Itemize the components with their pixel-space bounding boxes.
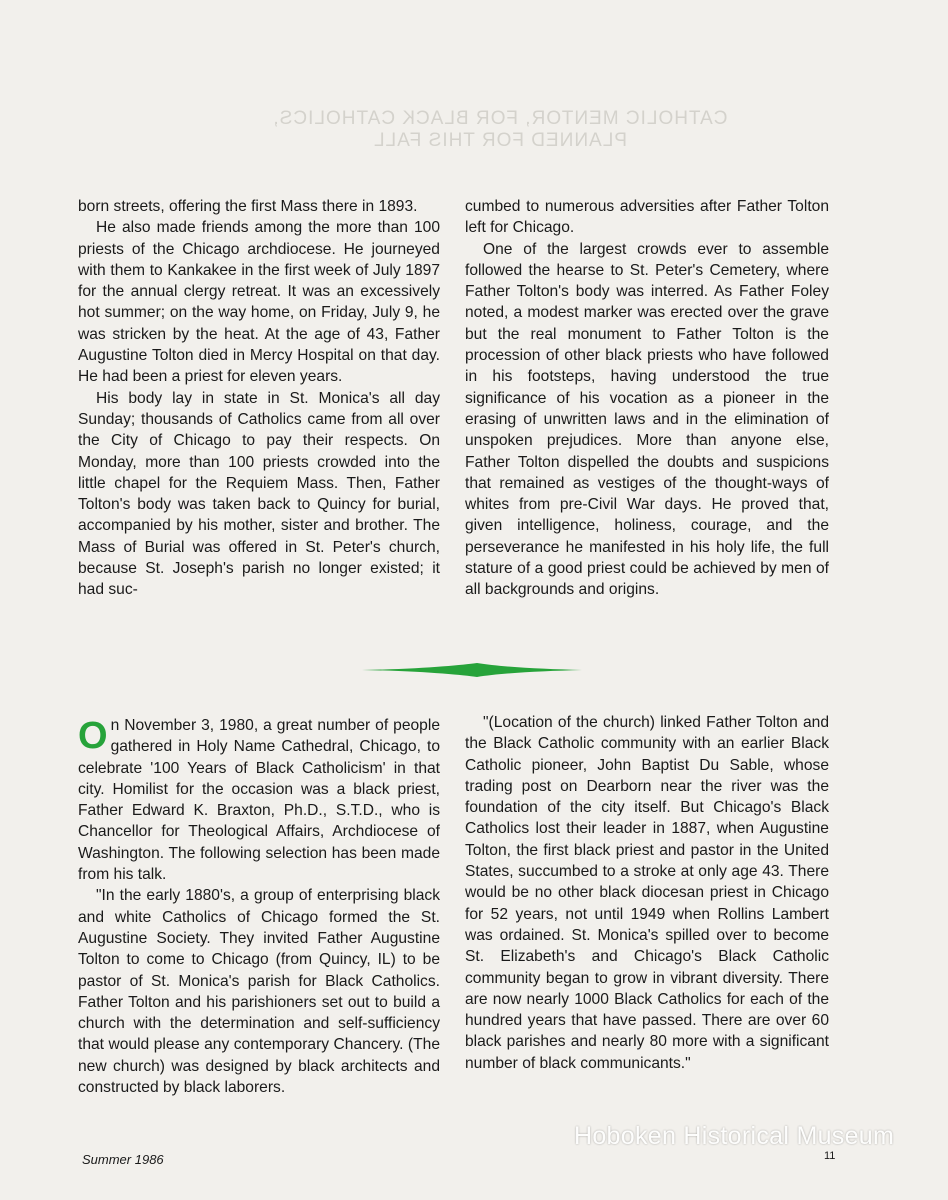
paragraph: He also made friends among the more than 100 priests of the Chicago archdiocese. He journeyed with them to Kankakee in the first week of July 1897 for the annual clergy retreat. It was an excessively hot summer; on the way home, on Friday, July 9, he was stricken by the heat. At the age of 43, Father Augustine Tolton died in Mercy Hospital on that day. He had been a priest for eleven years. xyxy=(78,219,440,386)
intro-text: n November 3, 1980, a great number of people gathered in Holy Name Cathedral, Chicago, to celebrate '100 Years of Black Catholicism' in that city. Homilist for the occasion was a black priest, Father Edward K. Braxton, Ph.D., S.T.D., who is Chancellor for Theological Affairs, Archdiocese of Washington. The following selection has been made from his talk. xyxy=(78,717,440,884)
bleed-through-heading xyxy=(200,108,800,152)
bleed-through-line-2: PLANNED FOR THIS FALL xyxy=(373,130,627,151)
paragraph: cumbed to numerous adversities after Father Tolton left for Chicago. xyxy=(465,198,829,237)
paragraph: born streets, offering the first Mass there in 1893. xyxy=(78,198,418,215)
intro-paragraph xyxy=(78,715,440,885)
bleed-through-line-1: CATHOLIC MENTOR, FOR BLACK CATHOLICS, xyxy=(272,108,728,129)
column-upper-right xyxy=(465,196,829,601)
column-lower-right xyxy=(465,712,829,1074)
watermark: Hoboken Historical Museum xyxy=(574,1122,895,1150)
drop-cap: O xyxy=(78,715,108,757)
page-number: 11 xyxy=(824,1150,836,1162)
section-divider xyxy=(362,662,582,678)
paragraph: One of the largest crowds ever to assemble followed the hearse to St. Peter's Cemetery, where Father Tolton's body was interred. As Father Foley noted, a modest marker was erected over the grave but the real monument to Father Tolton is the procession of other black priests who have followed in his footsteps, having understood the true significance of his vocation as a pioneer in the erasing of unwritten laws and in the elimination of unspoken prejudices. More than anyone else, Father Tolton dispelled the doubts and suspicions that remained as vestiges of the thought-ways of whites from pre-Civil War days. He proved that, given intelligence, holiness, courage, and the perseverance he manifested in his holy life, the full stature of a good priest could be achieved by men of all backgrounds and origins. xyxy=(465,240,829,599)
paragraph: His body lay in state in St. Monica's all day Sunday; thousands of Catholics came from all over the City of Chicago to pay their respects. On Monday, more than 100 priests crowded into the little chapel for the Requiem Mass. Then, Father Tolton's body was taken back to Quincy for burial, accompanied by his mother, sister and brother. The Mass of Burial was offered in St. Peter's church, because St. Joseph's parish no longer existed; it had suc- xyxy=(78,389,440,599)
issue-label: Summer 1986 xyxy=(82,1152,164,1167)
column-lower-left xyxy=(78,715,440,1098)
paragraph: "(Location of the church) linked Father Tolton and the Black Catholic community with an earlier Black Catholic pioneer, John Baptist Du Sable, whose trading post on Dearborn near the river was the foundation of the city itself. But Chicago's Black Catholics lost their leader in 1887, when Augustine Tolton, the first black priest and pastor in the United States, succumbed to a stroke at only age 43. There would be no other black diocesan priest in Chicago for 52 years, not until 1949 when Rollins Lambert was ordained. St. Monica's spilled over to become St. Elizabeth's and Chicago's Black Catholic community began to grow in vibrant diversity. There are now nearly 1000 Black Catholics for each of the hundred years that have passed. There are over 60 black parishes and nearly 80 more with a significant number of black communicants." xyxy=(465,714,829,1072)
column-upper-left xyxy=(78,196,440,601)
quote-paragraph: "In the early 1880's, a group of enterprising black and white Catholics of Chicago formed the St. Augustine Society. They invited Father Augustine Tolton to come to Chicago (from Quincy, IL) to be pastor of St. Monica's parish for Black Catholics. Father Tolton and his parishioners set out to build a church with the determination and self-sufficiency that would please any contemporary Chancery. (The new church) was designed by black architects and constructed by black laborers. xyxy=(78,887,440,1097)
